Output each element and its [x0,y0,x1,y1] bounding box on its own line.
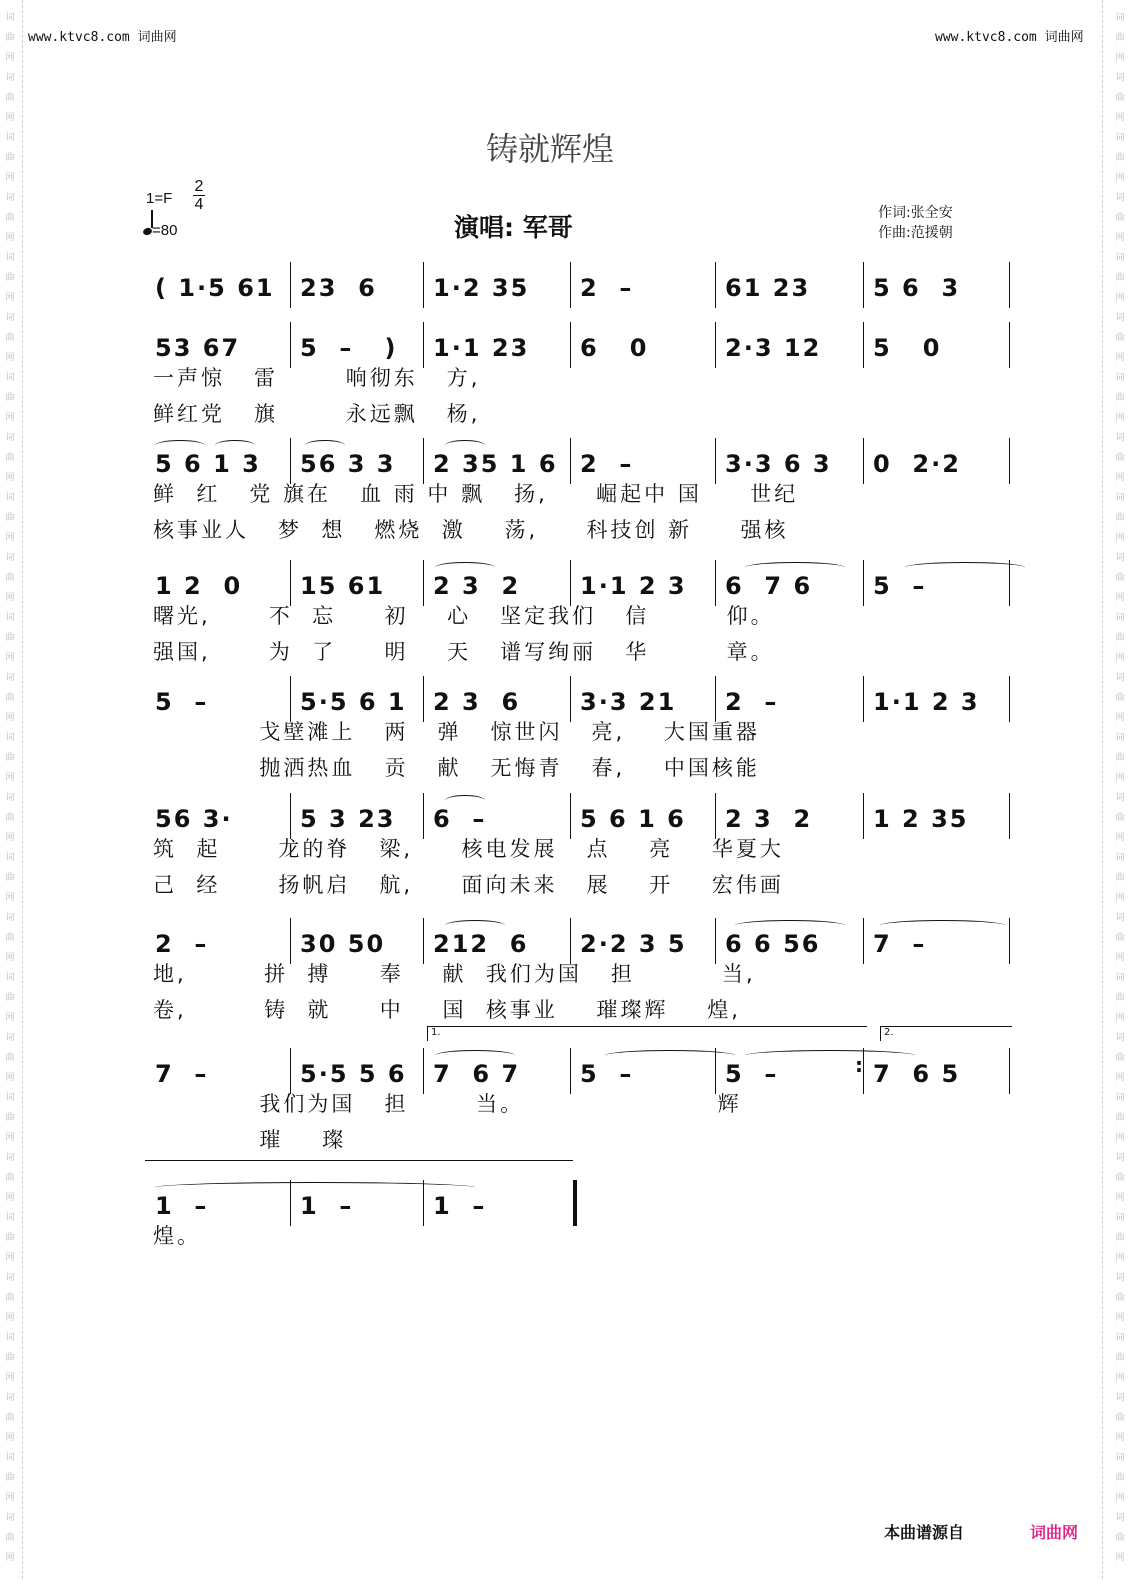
barline [1009,793,1010,839]
volta-first: 1. [427,1026,867,1041]
right-watermark: 词曲网词曲网词曲网词曲网词曲网词曲网词曲网词曲网词曲网词曲网词曲网词曲网词曲网词曲网词曲网词曲网词曲网词曲网词曲网词曲网词曲网词曲网词曲网词曲网词曲网词曲网 [1115,13,1125,1563]
measure: 23 6 [300,274,377,302]
measure: 1 2 0 [155,572,243,600]
measure: 2·3 12 [725,334,822,362]
score-row [145,1180,1015,1248]
barline [715,262,716,308]
slur-arc [905,562,1025,573]
measure: 3·3 21 [580,688,677,716]
measure: 56 3 3 [300,450,396,478]
barline [863,793,864,839]
lyrics-verse-2: 卷, 铸 就 中 国 核事业 璀璨辉 煌, [153,998,741,1022]
final-barline [573,1180,577,1226]
right-margin-line [1102,0,1103,1579]
measure: 0 2·2 [873,450,961,478]
barline [1009,322,1010,368]
measure: 1·1 2 3 [873,688,980,716]
barline [863,438,864,484]
slur-arc [745,1050,915,1061]
song-title: 铸就辉煌 [485,130,614,168]
volta-second: 2. [880,1026,1012,1041]
measure: 5 6 3 [873,274,961,302]
lyrics-verse-1: 我们为国 担 当。 辉 [153,1092,742,1116]
barline [863,322,864,368]
score-row [145,1027,1015,1152]
source-label: 本曲谱源自 [884,1523,965,1542]
composer-credit: 作曲:范援朝 [878,225,953,241]
lyrics-verse-2: 强国, 为 了 明 天 谱写绚丽 华 章。 [153,640,775,664]
barline [863,918,864,964]
time-sig-bottom: 4 [194,196,204,213]
lyrics-verse-1: 鲜 红 党 旗在 血 雨 中 飘 扬, 崛起中 国 世纪 [153,482,799,506]
measure: 7 – [873,930,927,958]
time-signature [193,178,205,213]
slur-arc [435,562,495,573]
singer-credit: 演唱: 军哥 [454,213,573,242]
slur-arc [445,920,505,931]
left-watermark: 词曲网词曲网词曲网词曲网词曲网词曲网词曲网词曲网词曲网词曲网词曲网词曲网词曲网词曲网词曲网词曲网词曲网词曲网词曲网词曲网词曲网词曲网词曲网词曲网词曲网词曲网 [5,13,15,1563]
lyrics-verse-2: 鲜红党 旗 永远飘 杨, [153,402,481,426]
slur-arc [155,440,205,451]
measure: 1·1 23 [433,334,530,362]
barline [1009,438,1010,484]
measure: 5 6 1 6 [580,805,686,833]
barline [1009,918,1010,964]
barline [863,262,864,308]
lyrics-verse-1: 煌。 [153,1224,201,1248]
measure: 7 – [155,1060,209,1088]
measure: 5 – ) [300,334,398,362]
measure: 5 3 23 [300,805,396,833]
barline [1009,262,1010,308]
measure: 5 0 [873,334,942,362]
measure: 5 6 1 3 [155,450,261,478]
score-row [145,262,1015,322]
barline [423,262,424,308]
lyrics-verse-2: 璀 璨 [153,1128,347,1152]
slur-arc [305,440,345,451]
slur-arc [880,920,1005,931]
time-sig-top: 2 [194,178,204,195]
measure: 5 – [155,688,209,716]
repeat-sign: : [855,1053,863,1077]
measure: 2 – [155,930,209,958]
measure: 1 2 35 [873,805,969,833]
measure: 7 6 5 [873,1060,961,1088]
lyrics-verse-2: 核事业人 梦 想 燃烧 激 荡, 科技创 新 强核 [153,518,789,542]
barline [1009,1048,1010,1094]
barline [570,322,571,368]
measure: 2 35 1 6 [433,450,558,478]
lyrics-verse-2: 抛洒热血 贡 献 无悔青 春, 中国核能 [153,756,760,780]
slur-arc [155,1182,475,1193]
lyrics-verse-1: 一声惊 雷 响彻东 方, [153,366,481,390]
measure: 30 50 [300,930,386,958]
lyrics-verse-1: 戈壁滩上 两 弹 惊世闪 亮, 大国重器 [153,720,760,744]
score-row [145,918,1015,1022]
slur-arc [445,795,485,806]
slur-arc [445,440,485,451]
measure: 5 – [873,572,927,600]
score-row [145,560,1015,664]
measure: 7 6 7 [433,1060,521,1088]
key-signature: 1=F [146,190,173,207]
score-row [145,793,1015,897]
right-url-watermark: www.ktvc8.com 词曲网 [935,30,1084,45]
measure: 5·5 5 6 [300,1060,407,1088]
measure: 3·3 6 3 [725,450,832,478]
barline [1009,676,1010,722]
slur-arc [735,920,845,931]
score-row [145,676,1015,780]
measure: 5 – [725,1060,779,1088]
slur-arc [745,562,845,573]
measure: 2 3 2 [433,572,521,600]
measure: 2 – [580,274,634,302]
measure: 1·1 2 3 [580,572,687,600]
source-site: 词曲网 [1030,1523,1079,1542]
tempo-mark [143,222,177,239]
barline [863,676,864,722]
measure: 2 3 2 [725,805,813,833]
measure: 53 67 [155,334,241,362]
barline [715,322,716,368]
measure: ( 1·5 61 [155,274,275,302]
measure: 1·2 35 [433,274,530,302]
measure: 212 6 [433,930,529,958]
measure: 1 – [433,1192,487,1220]
lyrics-verse-1: 筑 起 龙的脊 梁, 核电发展 点 亮 华夏大 [153,837,784,861]
lyrics-verse-1: 曙光, 不 忘 初 心 坚定我们 信 仰。 [153,604,775,628]
measure: 1 – [155,1192,209,1220]
lyrics-verse-2: 己 经 扬帆启 航, 面向未来 展 开 宏伟画 [153,873,784,897]
measure: 2 – [580,450,634,478]
measure: 6 6 56 [725,930,821,958]
measure: 61 23 [725,274,811,302]
barline [863,560,864,606]
slur-arc [215,440,255,451]
measure: 2 3 6 [433,688,521,716]
measure: 2·2 3 5 [580,930,687,958]
score-row [145,322,1015,426]
left-url-watermark: www.ktvc8.com 词曲网 [28,30,177,45]
barline [290,262,291,308]
measure: 15 61 [300,572,386,600]
lyricist-credit: 作词:张全安 [878,205,953,221]
barline [570,262,571,308]
slur-arc [435,1050,515,1061]
slur-arc [605,1050,735,1061]
measure: 6 0 [580,334,649,362]
measure: 1 – [300,1192,354,1220]
measure: 6 – [433,805,487,833]
tempo-value: =80 [152,222,178,239]
measure: 56 3· [155,805,233,833]
measure: 2 – [725,688,779,716]
tie-line [145,1160,573,1161]
measure: 5·5 6 1 [300,688,407,716]
measure: 6 7 6 [725,572,813,600]
left-margin-line [22,0,23,1579]
score-row [145,438,1015,542]
lyrics-verse-1: 地, 拼 搏 奉 献 我们为国 担 当, [153,962,756,986]
measure: 5 – [580,1060,634,1088]
